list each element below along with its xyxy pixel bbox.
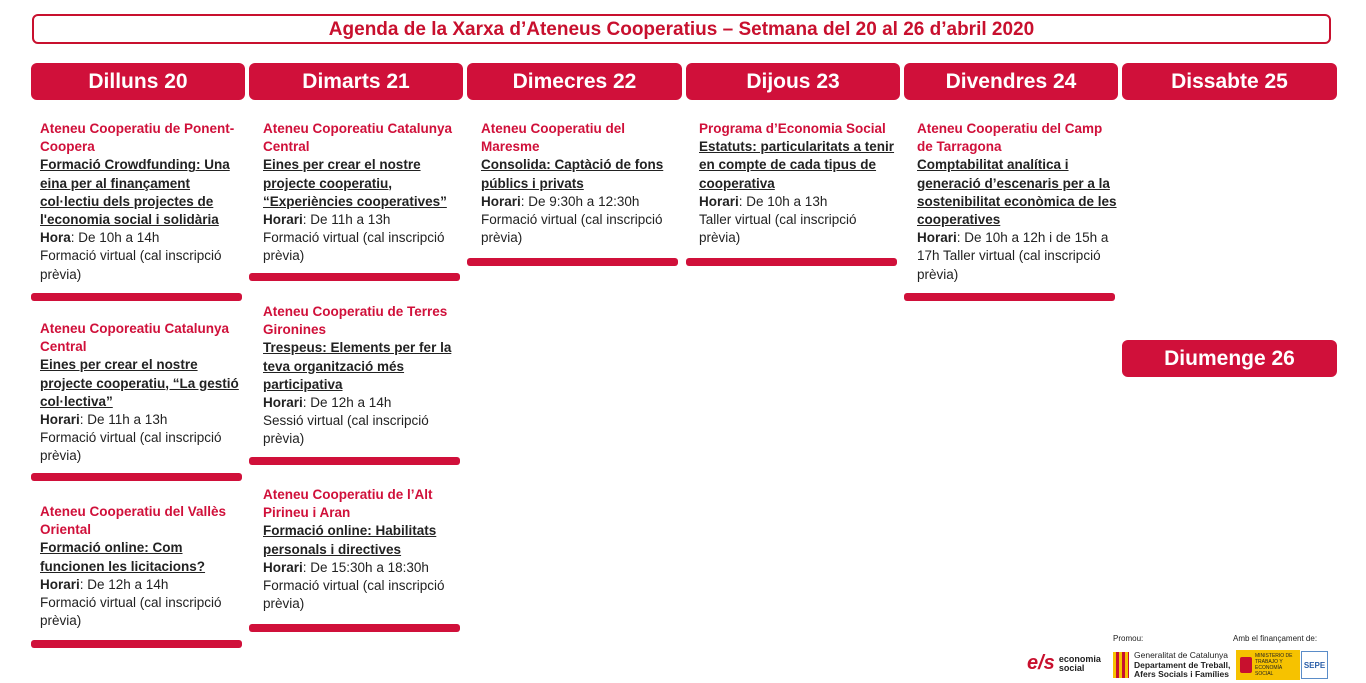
agenda-title: Agenda de la Xarxa d’Ateneus Cooperatius – Setmana del 20 al 26 d’abril 2020 <box>328 19 1035 40</box>
event-schedule: Horari: De 10h a 12h i de 15h a 17h Taller virtual (cal inscripció prèvia) <box>917 230 1109 282</box>
ministerio-text: MINISTERIO DE TRABAJO Y ECONOMÍA SOCIAL <box>1255 653 1293 677</box>
event-schedule: Horari: De 12h a 14h <box>263 395 392 411</box>
event-activity-link[interactable]: Consolida: Captàció de fons públics i privats <box>481 157 664 191</box>
event-schedule: Horari: De 11h a 13h <box>40 412 168 428</box>
promou-label: Promou: <box>1113 634 1144 643</box>
day-header-tuesday: Dimarts 21 <box>249 63 463 100</box>
event-activity-link[interactable]: Eines per crear el nostre projecte cooperatiu, “Experiències cooperatives” <box>263 157 447 209</box>
event-schedule: Horari: De 15:30h a 18:30h <box>263 559 429 575</box>
event-organizer: Programa d’Economia Social <box>699 121 886 136</box>
event-monday-3 <box>40 503 240 630</box>
gen-line1: Generalitat de Catalunya <box>1134 650 1229 660</box>
generalitat-logo <box>1113 651 1230 680</box>
finance-label: Amb el finançament de: <box>1233 634 1318 643</box>
event-divider <box>467 258 678 266</box>
day-header-wednesday: Dimecres 22 <box>467 63 682 100</box>
event-divider <box>249 457 460 465</box>
es-logo-text: economia social <box>1058 653 1101 673</box>
day-header-monday: Dilluns 20 <box>31 63 245 100</box>
event-mode: Taller virtual (cal inscripció prèvia) <box>699 212 857 246</box>
event-monday-2 <box>40 320 240 466</box>
day-header-sunday: Diumenge 26 <box>1122 340 1337 377</box>
gen-line2: Departament de Treball, <box>1134 659 1231 670</box>
event-tuesday-3 <box>263 486 461 613</box>
event-divider <box>249 273 460 281</box>
event-organizer: Ateneu Coporeatiu Catalunya Central <box>263 121 453 155</box>
event-organizer: Ateneu Cooperatiu del Camp de Tarragona <box>917 121 1103 155</box>
event-mode: Formació virtual (cal inscripció prèvia) <box>40 248 222 282</box>
event-mode: Formació virtual (cal inscripció prèvia) <box>263 230 445 264</box>
event-organizer: Ateneu Cooperatiu del Maresme <box>481 121 626 155</box>
agenda-title-box <box>32 14 1331 44</box>
event-activity-link[interactable]: Estatuts: particularitats a tenir en compte de cada tipus de cooperativa <box>699 139 895 191</box>
event-wednesday-1 <box>481 120 677 247</box>
event-tuesday-2 <box>263 303 461 449</box>
sepe-logo: SEPE <box>1301 651 1328 679</box>
event-schedule: Horari: De 12h a 14h <box>40 576 169 592</box>
event-friday-1 <box>917 120 1117 284</box>
event-schedule: Horari: De 11h a 13h <box>263 212 391 228</box>
event-monday-1 <box>40 120 240 284</box>
event-schedule: Horari: De 10h a 13h <box>699 193 828 209</box>
event-tuesday-1 <box>263 120 461 266</box>
event-organizer: Ateneu Cooperatiu de Ponent-Coopera <box>40 121 235 155</box>
event-divider <box>686 258 897 266</box>
event-schedule: Horari: De 9:30h a 12:30h <box>481 193 640 209</box>
ministerio-logo <box>1236 650 1300 680</box>
event-activity-link[interactable]: Formació Crowdfunding: Una eina per al finançament col·lectiu dels projectes de l'economia social i solidària <box>40 157 230 228</box>
event-organizer: Ateneu Cooperatiu de l’Alt Pirineu i Aran <box>263 487 433 521</box>
senyera-icon <box>1113 652 1129 678</box>
event-schedule: Hora: De 10h a 14h <box>40 230 160 246</box>
event-activity-link[interactable]: Formació online: Habilitats personals i directives <box>263 523 437 557</box>
event-divider <box>249 624 460 632</box>
event-mode: Formació virtual (cal inscripció prèvia) <box>263 578 445 612</box>
event-divider <box>31 473 242 481</box>
event-mode: Sessió virtual (cal inscripció prèvia) <box>263 413 429 447</box>
economia-social-logo <box>1027 652 1103 675</box>
coat-of-arms-icon <box>1240 657 1252 673</box>
day-header-friday: Divendres 24 <box>904 63 1118 100</box>
event-divider <box>904 293 1115 301</box>
event-divider <box>31 640 242 648</box>
day-header-thursday: Dijous 23 <box>686 63 900 100</box>
event-activity-link[interactable]: Trespeus: Elements per fer la teva organització més participativa <box>263 340 452 392</box>
day-header-saturday: Dissabte 25 <box>1122 63 1337 100</box>
event-mode: Formació virtual (cal inscripció prèvia) <box>40 595 222 629</box>
event-mode: Formació virtual (cal inscripció prèvia) <box>40 430 222 464</box>
event-mode: Formació virtual (cal inscripció prèvia) <box>481 212 663 246</box>
es-mark-icon: e/s <box>1027 652 1055 674</box>
event-organizer: Ateneu Cooperatiu de Terres Gironines <box>263 304 448 338</box>
event-thursday-1 <box>699 120 895 247</box>
event-activity-link[interactable]: Eines per crear el nostre projecte cooperatiu, “La gestió col·lectiva” <box>40 357 239 409</box>
event-activity-link[interactable]: Formació online: Com funcionen les licitacions? <box>40 540 206 574</box>
event-organizer: Ateneu Cooperatiu del Vallès Oriental <box>40 504 227 538</box>
event-organizer: Ateneu Coporeatiu Catalunya Central <box>40 321 230 355</box>
event-activity-link[interactable]: Comptabilitat analítica i generació d’escenaris per a la sostenibilitat econòmica de les cooperatives <box>917 157 1117 228</box>
event-divider <box>31 293 242 301</box>
gen-line3: Afers Socials i Famílies <box>1134 669 1229 679</box>
